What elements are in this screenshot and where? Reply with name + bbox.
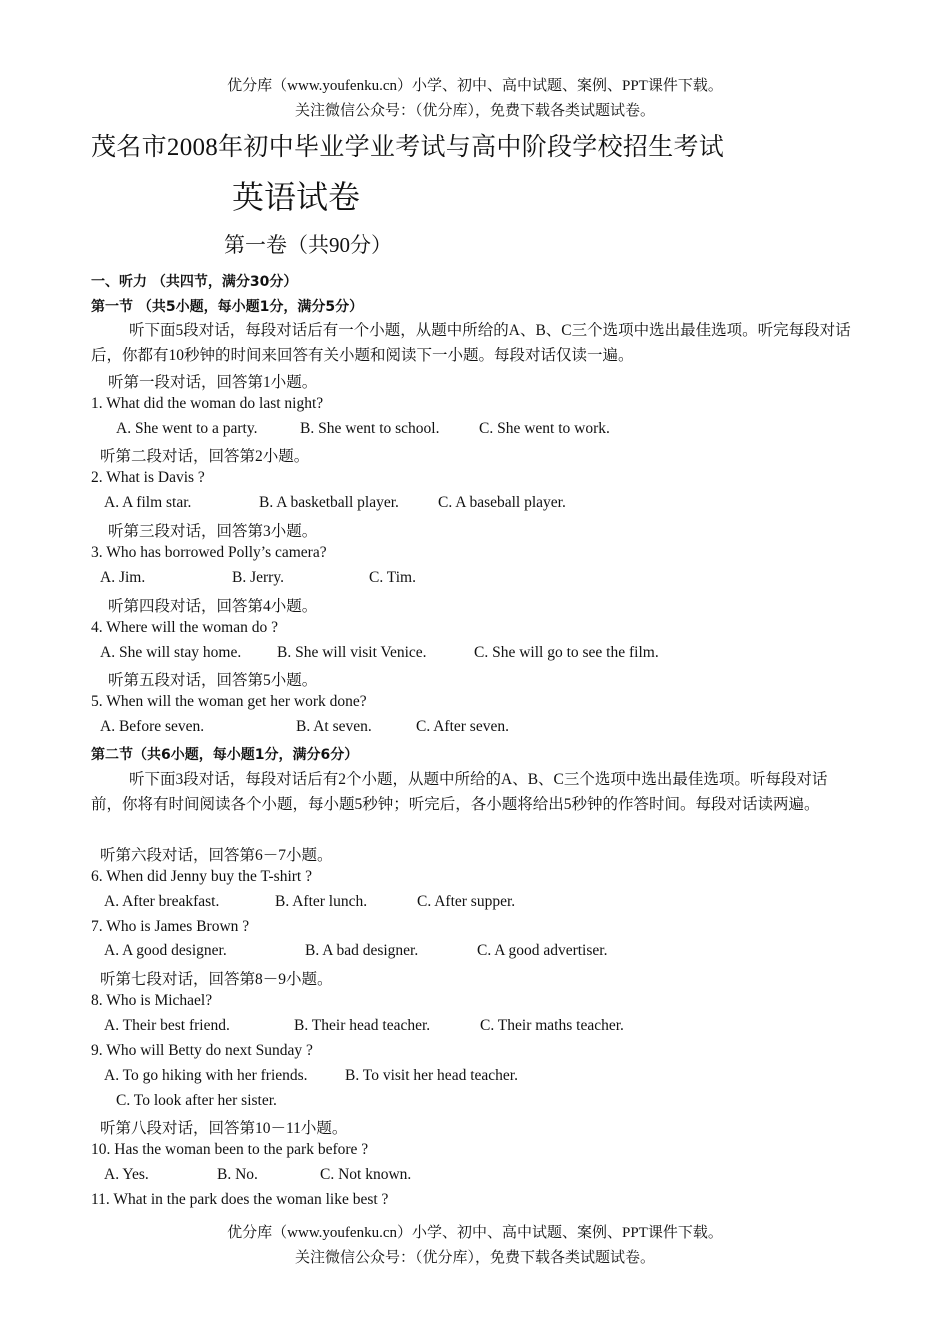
part1-heading: 一、听力 （共四节，满分30分） [91, 274, 298, 290]
question-6: 6. When did Jenny buy the T-shirt ? [91, 868, 312, 885]
q3-option-a: A. Jim. [100, 569, 146, 586]
q2-option-c: C. A baseball player. [438, 494, 566, 511]
q10-option-a: A. Yes. [104, 1166, 149, 1183]
prompt-3: 听第三段对话，回答第3小题。 [108, 523, 318, 540]
question-5: 5. When will the woman get her work done? [91, 693, 367, 710]
q9-option-c: C. To look after her sister. [116, 1092, 277, 1109]
question-3: 3. Who has borrowed Polly’s camera? [91, 544, 327, 561]
q3-option-c: C. Tim. [369, 569, 416, 586]
q1-option-c: C. She went to work. [479, 420, 610, 437]
exam-title: 茂名市2008年初中毕业学业考试与高中阶段学校招生考试 [91, 134, 725, 161]
prompt-6: 听第六段对话，回答第6－7小题。 [100, 847, 333, 864]
section1-heading: 第一节 （共5小题，每小题1分，满分5分） [91, 299, 364, 315]
section2-heading: 第二节（共6小题，每小题1分，满分6分） [91, 747, 359, 763]
q3-option-b: B. Jerry. [232, 569, 284, 586]
q2-option-a: A. A film star. [104, 494, 192, 511]
exam-volume: 第一卷（共90分） [224, 233, 392, 257]
q4-option-b: B. She will visit Venice. [277, 644, 427, 661]
q2-option-b: B. A basketball player. [259, 494, 399, 511]
prompt-2: 听第二段对话，回答第2小题。 [100, 448, 310, 465]
q7-option-c: C. A good advertiser. [477, 942, 608, 959]
watermark-line-2: 关注微信公众号：（优分库），免费下载各类试题试卷。 [294, 103, 655, 119]
question-9: 9. Who will Betty do next Sunday ? [91, 1042, 313, 1059]
q8-option-c: C. Their maths teacher. [480, 1017, 624, 1034]
q4-option-c: C. She will go to see the film. [474, 644, 659, 661]
q4-option-a: A. She will stay home. [100, 644, 242, 661]
question-4: 4. Where will the woman do ? [91, 619, 278, 636]
q6-option-a: A. After breakfast. [104, 893, 220, 910]
q1-option-b: B. She went to school. [300, 420, 440, 437]
question-8: 8. Who is Michael? [91, 992, 213, 1009]
q9-option-a: A. To go hiking with her friends. [104, 1067, 308, 1084]
section2-instructions: 听下面3段对话，每段对话后有2个小题，从题中所给的A、B、C三个选项中选出最佳选项。听每段对话前，你将有时间阅读各个小题，每小题5秒钟；听完后，各小题将给出5秒钟的作答时间。每段对话读两遍。 [91, 771, 828, 813]
q8-option-a: A. Their best friend. [104, 1017, 230, 1034]
q10-option-b: B. No. [217, 1166, 258, 1183]
question-1: 1. What did the woman do last night? [91, 395, 324, 412]
q5-option-a: A. Before seven. [100, 718, 205, 735]
question-10: 10. Has the woman been to the park before ? [91, 1141, 369, 1158]
q9-option-b: B. To visit her head teacher. [345, 1067, 518, 1084]
q5-option-b: B. At seven. [296, 718, 372, 735]
q6-option-b: B. After lunch. [275, 893, 368, 910]
question-7: 7. Who is James Brown ? [91, 918, 250, 935]
question-11: 11. What in the park does the woman like best ? [91, 1191, 389, 1208]
prompt-1: 听第一段对话，回答第1小题。 [108, 374, 318, 391]
section1-instructions: 听下面5段对话，每段对话后有一个小题，从题中所给的A、B、C三个选项中选出最佳选项。听完每段对话后，你都有10秒钟的时间来回答有关小题和阅读下一小题。每段对话仅读一遍。 [91, 322, 851, 364]
q6-option-c: C. After supper. [417, 893, 516, 910]
q7-option-b: B. A bad designer. [305, 942, 419, 959]
prompt-4: 听第四段对话，回答第4小题。 [108, 598, 318, 615]
q5-option-c: C. After seven. [416, 718, 509, 735]
q10-option-c: C. Not known. [320, 1166, 412, 1183]
question-2: 2. What is Davis ? [91, 469, 205, 486]
q7-option-a: A. A good designer. [104, 942, 227, 959]
prompt-8: 听第八段对话，回答第10－11小题。 [100, 1120, 348, 1137]
q1-option-a: A. She went to a party. [116, 420, 258, 437]
q8-option-b: B. Their head teacher. [294, 1017, 431, 1034]
watermark-line-1: 优分库（www.youfenku.cn）小学、初中、高中试题、案例、PPT课件下载。 [227, 78, 723, 94]
prompt-7: 听第七段对话，回答第8－9小题。 [100, 971, 333, 988]
exam-subject: 英语试卷 [232, 179, 361, 215]
footer-watermark-line-2: 关注微信公众号：（优分库），免费下载各类试题试卷。 [294, 1250, 655, 1266]
prompt-5: 听第五段对话，回答第5小题。 [108, 672, 318, 689]
footer-watermark-line-1: 优分库（www.youfenku.cn）小学、初中、高中试题、案例、PPT课件下载。 [227, 1225, 723, 1241]
